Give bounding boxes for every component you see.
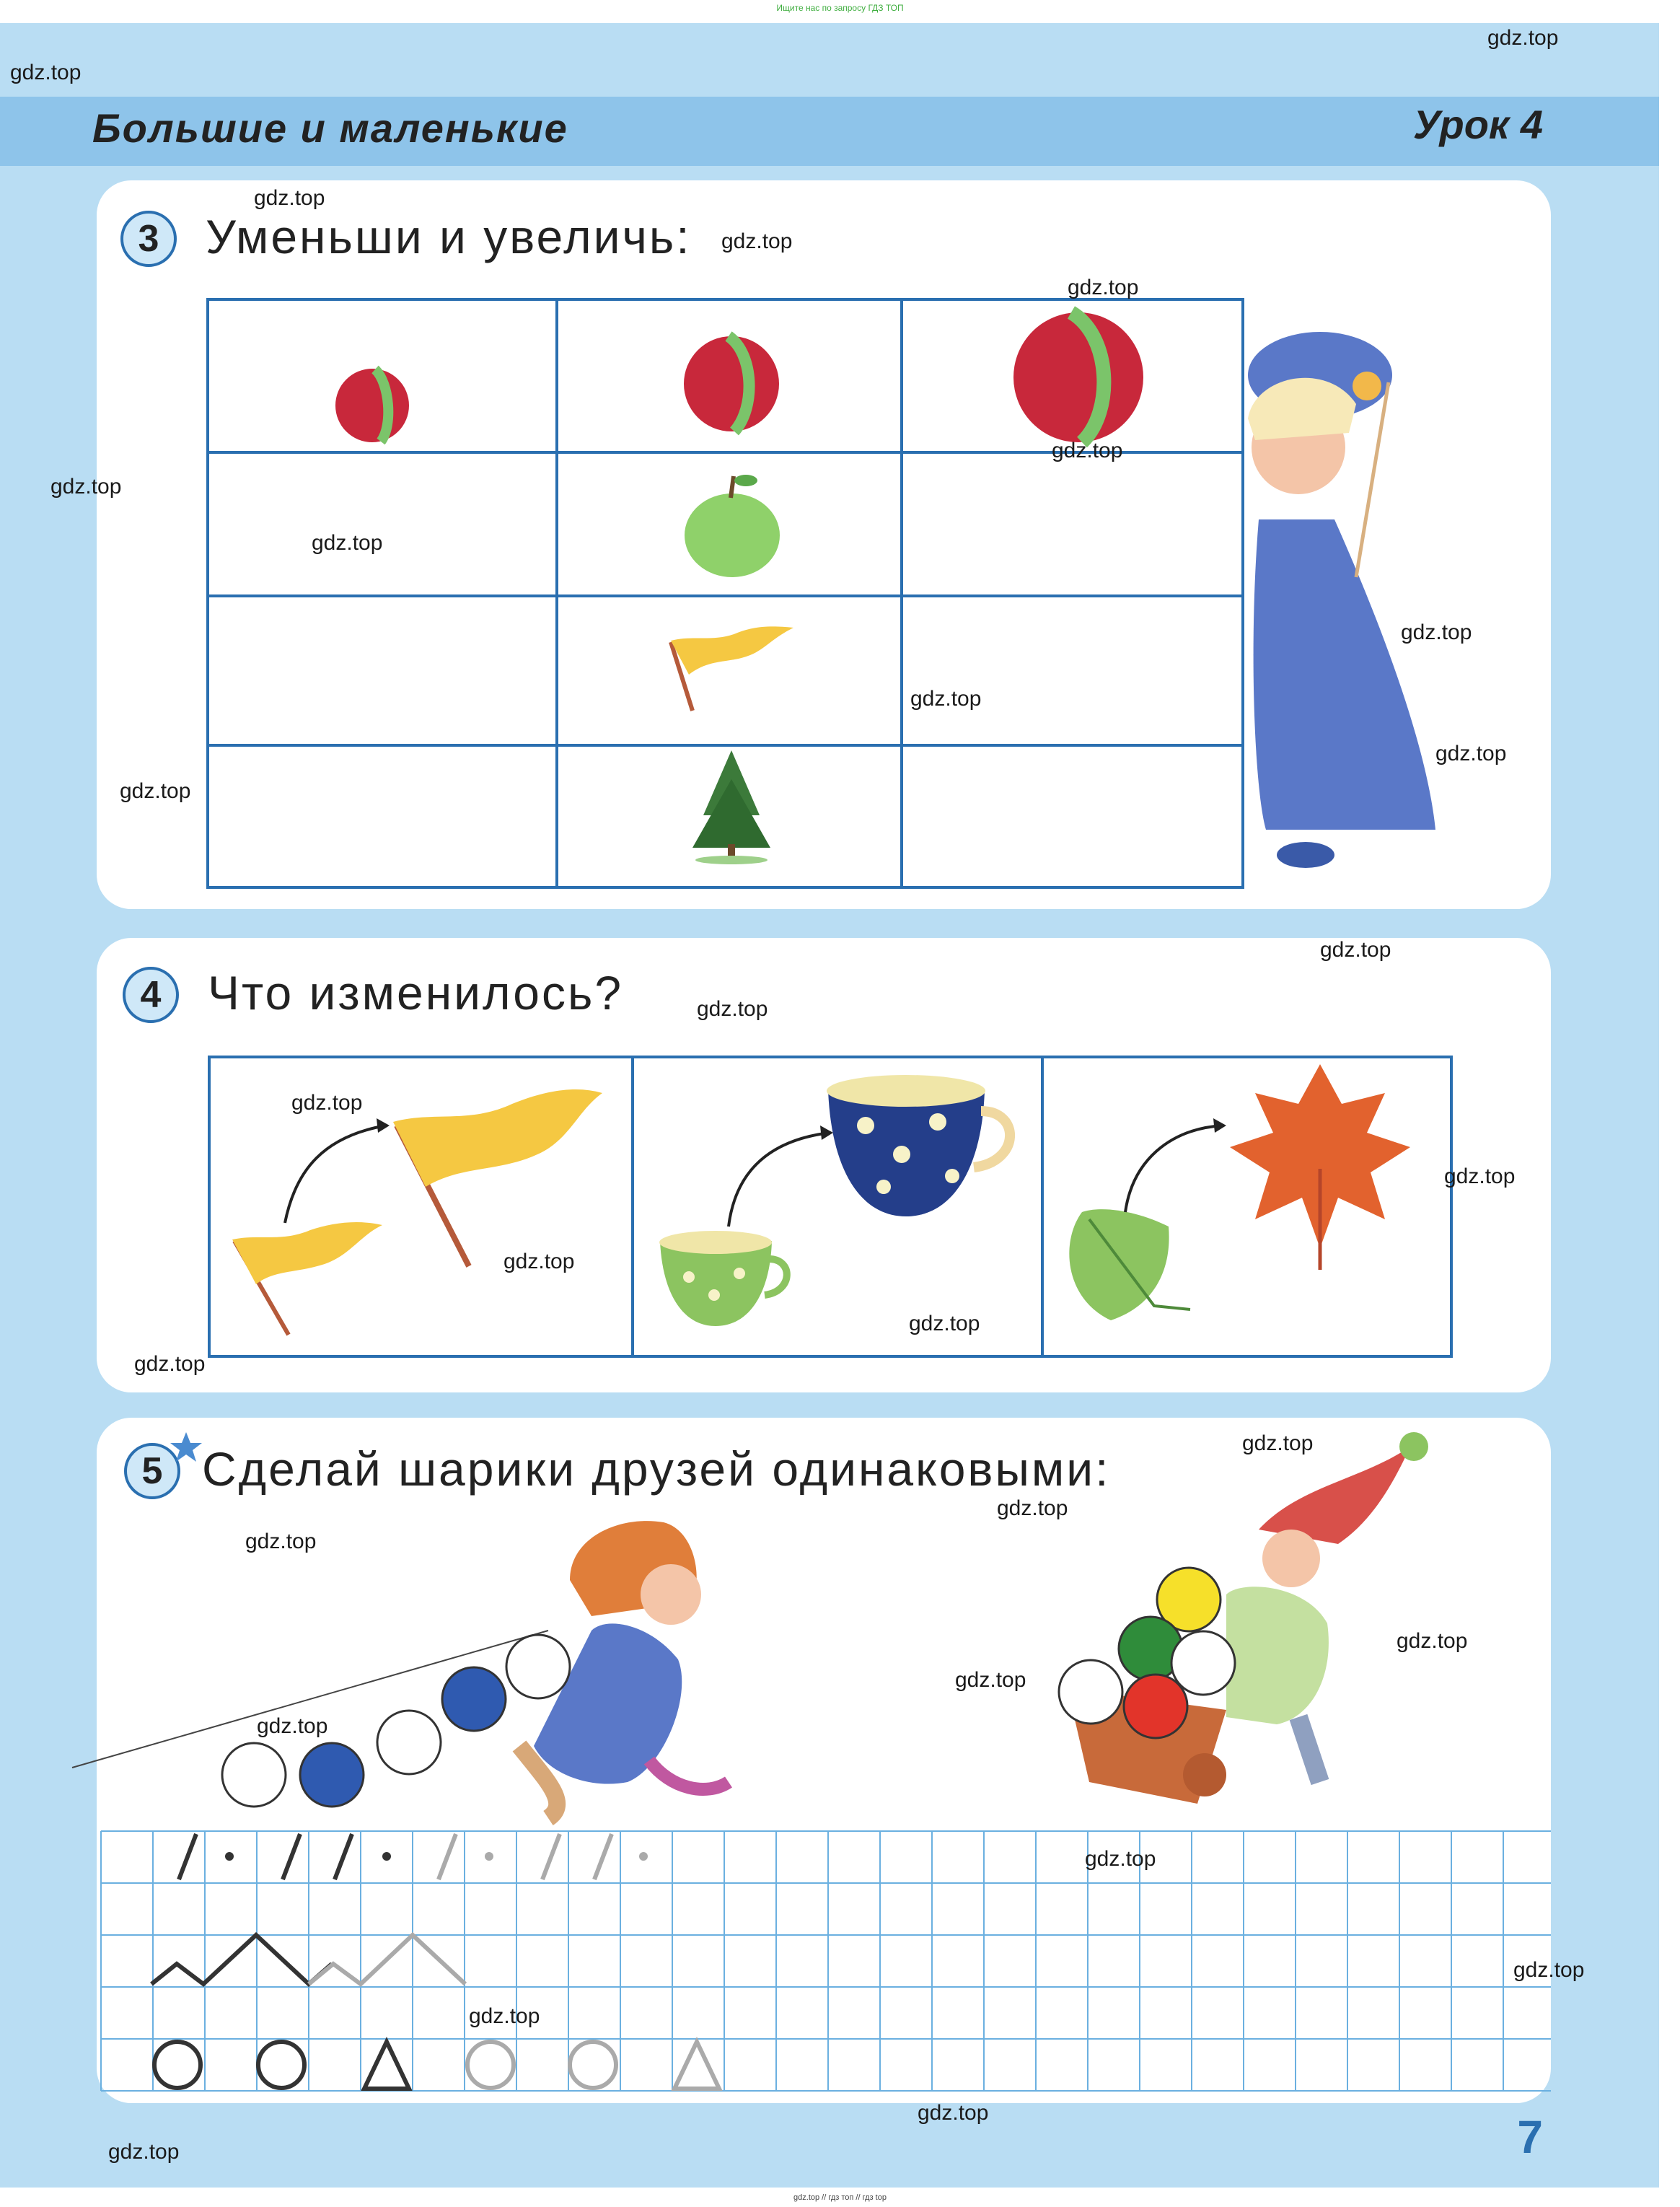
watermark: gdz.top (245, 1530, 317, 1553)
ball-large-icon (1013, 312, 1143, 442)
page-title: Большие и маленькие (92, 105, 568, 151)
small-cup-icon (659, 1231, 787, 1326)
lesson-label: Урок 4 (1412, 102, 1543, 147)
watermark: gdz.top (108, 2140, 180, 2164)
arrow-icon (1125, 1126, 1223, 1212)
small-flag-icon (232, 1222, 382, 1335)
flag-icon (671, 626, 793, 711)
watermark: gdz.top (909, 1312, 980, 1335)
fir-tree-icon (692, 750, 770, 864)
watermark: gdz.top (997, 1496, 1068, 1520)
watermark: gdz.top (257, 1714, 328, 1738)
task-4-number: 4 (123, 967, 179, 1023)
ball-medium-icon (684, 336, 779, 431)
task-3-number: 3 (120, 211, 177, 267)
task-5-text: Сделай шарики друзей одинаковыми: (202, 1442, 1111, 1496)
watermark: gdz.top (120, 779, 191, 803)
watermark: gdz.top (291, 1091, 363, 1115)
arrow-icon (729, 1133, 830, 1227)
bottom-note: gdz.top // гдз топ // гдз top (793, 2193, 887, 2202)
maple-leaf-icon (1230, 1064, 1410, 1270)
watermark: gdz.top (1397, 1629, 1468, 1653)
watermark: gdz.top (1320, 938, 1391, 962)
watermark: gdz.top (1085, 1847, 1156, 1871)
girl-figure-image (1248, 332, 1435, 868)
watermark: gdz.top (503, 1250, 575, 1273)
arrow-icon (285, 1126, 386, 1223)
watermark: gdz.top (1068, 276, 1139, 299)
watermark: gdz.top (254, 186, 325, 210)
watermark: gdz.top (697, 997, 768, 1021)
watermark: gdz.top (918, 2101, 989, 2125)
watermark: gdz.top (1401, 620, 1472, 644)
gnome-2-image (1068, 1432, 1428, 1804)
watermark: gdz.top (469, 2004, 540, 2028)
watermark: gdz.top (1444, 1164, 1516, 1188)
watermark: gdz.top (1242, 1431, 1314, 1455)
watermark: gdz.top (50, 475, 122, 499)
watermark: gdz.top (1513, 1958, 1585, 1982)
task-3-text: Уменьши и увеличь: (206, 210, 692, 263)
apple-icon (685, 475, 780, 577)
big-cup-icon (827, 1075, 1010, 1216)
pattern-row-2 (151, 1935, 332, 1984)
watermark: gdz.top (10, 61, 82, 84)
ball-small-icon (335, 369, 409, 442)
task-4-text: Что изменилось? (208, 966, 624, 1019)
watermark: gdz.top (1435, 742, 1507, 765)
watermark: gdz.top (910, 687, 982, 711)
watermark: gdz.top (134, 1352, 206, 1376)
pattern-row-3 (154, 2042, 719, 2089)
copy-grid-verticals (101, 1831, 1503, 2091)
copy-grid (101, 1831, 1551, 2091)
star-icon (170, 1432, 202, 1462)
watermark: gdz.top (721, 229, 793, 253)
watermark: gdz.top (312, 531, 383, 555)
top-note: Ищите нас по запросу ГДЗ ТОП (776, 3, 904, 13)
pattern-row-2-faded (309, 1935, 465, 1984)
task-5-number: 5 (124, 1443, 180, 1499)
watermark: gdz.top (955, 1668, 1026, 1692)
watermark: gdz.top (1487, 26, 1559, 50)
watermark: gdz.top (1052, 439, 1123, 462)
big-flag-icon (393, 1089, 602, 1266)
green-leaf-icon (1069, 1209, 1190, 1320)
page-number: 7 (1517, 2111, 1543, 2163)
